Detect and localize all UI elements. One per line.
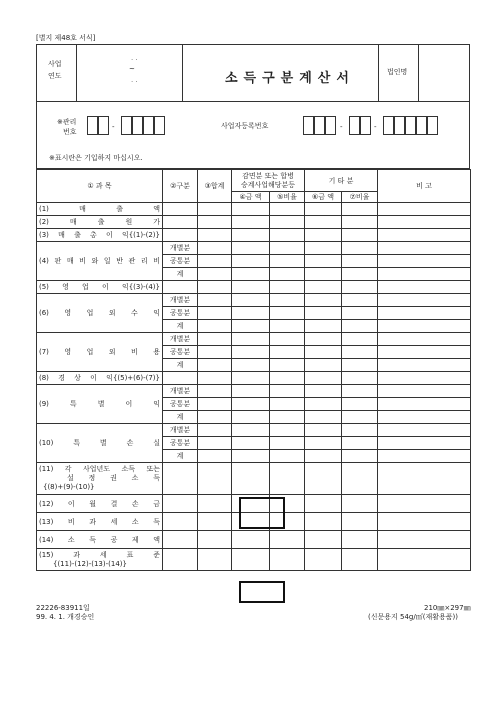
cell[interactable] — [305, 346, 342, 359]
cell[interactable] — [305, 549, 342, 571]
cell[interactable] — [270, 320, 305, 333]
cell[interactable] — [232, 281, 270, 294]
biz-box-8[interactable] — [405, 116, 416, 135]
cell[interactable] — [378, 398, 471, 411]
footer-form-no: 22226-83911일 — [36, 604, 90, 612]
biz-box-10[interactable] — [427, 116, 438, 135]
row-label: (8) 경 상 이 익{(5)+(6)-(7)} — [37, 372, 163, 385]
cell[interactable] — [378, 255, 471, 268]
cell[interactable] — [198, 549, 232, 571]
col-other: 기 타 분 — [305, 170, 378, 192]
row-label: (7) 영 업 외 비 용 — [37, 333, 163, 372]
mgmt-box-2[interactable] — [98, 116, 109, 135]
cell[interactable] — [270, 385, 305, 398]
sub-common: 공통분 — [163, 255, 198, 268]
table-row — [37, 531, 471, 549]
cell[interactable] — [378, 385, 471, 398]
cell[interactable] — [378, 242, 471, 255]
cell[interactable] — [342, 513, 378, 531]
cell[interactable] — [232, 359, 270, 372]
cell[interactable] — [342, 281, 378, 294]
sub-individual: 개별분 — [163, 424, 198, 437]
cell[interactable] — [378, 463, 471, 495]
cell[interactable] — [163, 549, 198, 571]
cell[interactable] — [305, 359, 342, 372]
cell[interactable] — [198, 333, 232, 346]
cell[interactable] — [163, 463, 198, 495]
cell[interactable] — [342, 216, 378, 229]
biz-dash-1: - — [340, 123, 343, 131]
cell[interactable] — [378, 333, 471, 346]
row-label: (5) 영 업 이 익{(3)-(4)} — [37, 281, 163, 294]
cell[interactable] — [270, 255, 305, 268]
cell[interactable] — [270, 549, 305, 571]
table-row — [37, 549, 471, 571]
biz-box-6[interactable] — [383, 116, 394, 135]
cell[interactable] — [232, 255, 270, 268]
cell[interactable] — [342, 268, 378, 281]
cell[interactable] — [198, 411, 232, 424]
cell[interactable] — [232, 424, 270, 437]
cell[interactable] — [305, 268, 342, 281]
row-label: (10) 특 별 손 실 — [37, 424, 163, 463]
cell[interactable] — [305, 203, 342, 216]
cell[interactable] — [342, 424, 378, 437]
cell[interactable] — [378, 549, 471, 571]
mgmt-dash: - — [112, 123, 115, 131]
sub-individual: 개별분 — [163, 294, 198, 307]
cell[interactable] — [232, 333, 270, 346]
cell[interactable] — [198, 359, 232, 372]
row-15-line-1: (15) 과 세 표 준 — [39, 550, 160, 559]
cell[interactable] — [198, 294, 232, 307]
sub-total: 계 — [163, 450, 198, 463]
cell[interactable] — [305, 216, 342, 229]
cell[interactable] — [305, 398, 342, 411]
cell[interactable] — [198, 255, 232, 268]
cell[interactable] — [270, 450, 305, 463]
cell[interactable] — [198, 513, 232, 531]
cell[interactable] — [232, 203, 270, 216]
mgmt-box-4[interactable] — [132, 116, 143, 135]
cell[interactable] — [342, 495, 378, 513]
cell[interactable] — [232, 411, 270, 424]
cell[interactable] — [198, 437, 232, 450]
sub-individual: 개별분 — [163, 385, 198, 398]
cell[interactable] — [342, 463, 378, 495]
row-11-line-3: {(8)+(9)-(10)} — [43, 483, 95, 491]
year-dots-bottom: . . — [131, 76, 138, 84]
cell[interactable] — [378, 424, 471, 437]
cell[interactable] — [270, 424, 305, 437]
table-row — [37, 385, 471, 398]
year-value-cell[interactable] — [77, 45, 183, 101]
seal-value-cell[interactable] — [419, 45, 471, 101]
cell[interactable] — [232, 549, 270, 571]
row-label-15 — [37, 549, 163, 571]
biz-box-4[interactable] — [349, 116, 360, 135]
cell[interactable] — [198, 320, 232, 333]
cell[interactable] — [305, 531, 342, 549]
cell[interactable] — [342, 437, 378, 450]
cell[interactable] — [163, 281, 198, 294]
cell[interactable] — [305, 333, 342, 346]
cell[interactable] — [232, 372, 270, 385]
cell[interactable] — [378, 513, 471, 531]
cell[interactable] — [378, 307, 471, 320]
year-label-2: 연도 — [48, 72, 62, 80]
cell[interactable] — [198, 229, 232, 242]
cell[interactable] — [305, 229, 342, 242]
cell[interactable] — [305, 424, 342, 437]
col-item: ① 과 목 — [37, 170, 163, 203]
cell[interactable] — [198, 242, 232, 255]
cell[interactable] — [305, 450, 342, 463]
page-title: 소득구분계산서 — [225, 71, 355, 86]
id-section — [36, 102, 470, 169]
cell[interactable] — [270, 346, 305, 359]
biz-box-1[interactable] — [303, 116, 314, 135]
cell[interactable] — [232, 229, 270, 242]
sub-total: 계 — [163, 268, 198, 281]
cell[interactable] — [198, 268, 232, 281]
cell[interactable] — [342, 398, 378, 411]
cell[interactable] — [232, 531, 270, 549]
cell[interactable] — [270, 333, 305, 346]
col-remark: 비 고 — [378, 170, 471, 203]
cell[interactable] — [378, 294, 471, 307]
row-label-11 — [37, 463, 163, 495]
mgmt-label-1: ※관리 — [57, 118, 77, 126]
cell[interactable] — [163, 372, 198, 385]
cell[interactable] — [163, 495, 198, 513]
cell[interactable] — [378, 437, 471, 450]
cell[interactable] — [378, 359, 471, 372]
cell[interactable] — [232, 294, 270, 307]
cell[interactable] — [342, 203, 378, 216]
sub-common: 공통분 — [163, 307, 198, 320]
row-15-line-2: {(11)-(12)-(13)-(14)} — [53, 559, 127, 568]
cell[interactable] — [305, 281, 342, 294]
cell[interactable] — [378, 372, 471, 385]
cell[interactable] — [198, 346, 232, 359]
row-label: (14) 소 득 공 제 액 — [37, 531, 163, 549]
cell[interactable] — [305, 385, 342, 398]
table-row — [37, 242, 471, 255]
cell[interactable] — [232, 398, 270, 411]
cell[interactable] — [342, 307, 378, 320]
cell[interactable] — [342, 242, 378, 255]
cell[interactable] — [305, 513, 342, 531]
mgmt-box-6[interactable] — [154, 116, 165, 135]
cell[interactable] — [198, 531, 232, 549]
note-text: ※표시란은 기입하지 마십시오. — [49, 154, 143, 162]
biz-reg-label: 사업자등록번호 — [221, 122, 269, 130]
mgmt-box-5[interactable] — [143, 116, 154, 135]
table-row — [37, 372, 471, 385]
footer-paper-spec: (신문용지 54g/㎡(재활용품)) — [368, 613, 458, 621]
cell[interactable] — [270, 463, 305, 495]
cell[interactable] — [270, 359, 305, 372]
cell[interactable] — [270, 268, 305, 281]
sub-common: 공통분 — [163, 398, 198, 411]
biz-box-7[interactable] — [394, 116, 405, 135]
cell[interactable] — [232, 437, 270, 450]
cell[interactable] — [198, 398, 232, 411]
row-11-line-1: (11) 각 사업년도 소득 또는 — [39, 465, 160, 473]
table-row — [37, 294, 471, 307]
row-label: (2) 매 출 원 가 — [37, 216, 163, 229]
sub-individual: 개별분 — [163, 333, 198, 346]
cell[interactable] — [378, 531, 471, 549]
seal-label: 법인명 — [387, 68, 408, 76]
cell[interactable] — [270, 398, 305, 411]
year-label-1: 사업 — [48, 60, 62, 68]
col-reduced-2: 승계사업해당분등 — [240, 180, 296, 189]
table-row — [37, 203, 471, 216]
cell[interactable] — [305, 307, 342, 320]
cell[interactable] — [378, 346, 471, 359]
cell[interactable] — [163, 203, 198, 216]
year-label-cell — [37, 45, 77, 101]
cell[interactable] — [232, 242, 270, 255]
cell[interactable] — [305, 320, 342, 333]
cell[interactable] — [198, 307, 232, 320]
cell[interactable] — [305, 255, 342, 268]
seal-label-cell — [379, 45, 419, 101]
cell[interactable] — [232, 216, 270, 229]
cell[interactable] — [342, 549, 378, 571]
row-label: (3) 매 출 총 이 익{(1)-(2)} — [37, 229, 163, 242]
col-total: ③합계 — [198, 170, 232, 203]
cell[interactable] — [270, 281, 305, 294]
mgmt-box-3[interactable] — [121, 116, 132, 135]
cell[interactable] — [342, 229, 378, 242]
table-row — [37, 424, 471, 437]
cell[interactable] — [378, 229, 471, 242]
cell[interactable] — [270, 437, 305, 450]
cell[interactable] — [342, 294, 378, 307]
form-number-label: [별지 제48호 서식] — [36, 34, 96, 42]
cell[interactable] — [232, 346, 270, 359]
table-header-row — [37, 170, 471, 192]
form-header — [36, 44, 470, 102]
sub-total: 계 — [163, 359, 198, 372]
table-row — [37, 281, 471, 294]
mgmt-box-1[interactable] — [87, 116, 98, 135]
cell[interactable] — [232, 463, 270, 495]
cell[interactable] — [232, 320, 270, 333]
cell[interactable] — [163, 513, 198, 531]
cell[interactable] — [378, 268, 471, 281]
footer-paper-size: 210㎜×297㎜ — [424, 604, 471, 612]
cell[interactable] — [198, 495, 232, 513]
row-11-line-2: 설 정 권 소 득 — [67, 474, 160, 482]
cell[interactable] — [198, 424, 232, 437]
title-cell — [183, 45, 379, 101]
highlight-box-row-11 — [239, 497, 285, 529]
cell[interactable] — [232, 307, 270, 320]
cell[interactable] — [163, 216, 198, 229]
cell[interactable] — [378, 281, 471, 294]
cell[interactable] — [305, 463, 342, 495]
row-label: (12) 이 월 결 손 금 — [37, 495, 163, 513]
cell[interactable] — [270, 307, 305, 320]
cell[interactable] — [198, 216, 232, 229]
cell[interactable] — [198, 372, 232, 385]
col-reduced-1: 감면분 또는 합병 — [242, 171, 294, 180]
col-ratio-5: ⑤비율 — [270, 192, 305, 203]
cell[interactable] — [270, 372, 305, 385]
row-label: (4) 판 매 비 와 일 반 관 리 비 — [37, 242, 163, 281]
cell[interactable] — [305, 294, 342, 307]
cell[interactable] — [378, 320, 471, 333]
cell[interactable] — [342, 320, 378, 333]
cell[interactable] — [305, 372, 342, 385]
table-row — [37, 216, 471, 229]
cell[interactable] — [305, 437, 342, 450]
cell[interactable] — [342, 346, 378, 359]
cell[interactable] — [270, 203, 305, 216]
cell[interactable] — [378, 450, 471, 463]
highlight-box-row-15 — [239, 581, 285, 603]
table-row — [37, 229, 471, 242]
sub-common: 공통분 — [163, 346, 198, 359]
cell[interactable] — [270, 411, 305, 424]
col-amount-6: ⑥금 액 — [305, 192, 342, 203]
cell[interactable] — [270, 242, 305, 255]
cell[interactable] — [305, 495, 342, 513]
row-label: (13) 비 과 세 소 득 — [37, 513, 163, 531]
biz-box-9[interactable] — [416, 116, 427, 135]
row-label: (6) 영 업 외 수 익 — [37, 294, 163, 333]
cell[interactable] — [378, 495, 471, 513]
cell[interactable] — [342, 333, 378, 346]
cell[interactable] — [198, 385, 232, 398]
cell[interactable] — [198, 203, 232, 216]
biz-box-3[interactable] — [325, 116, 336, 135]
cell[interactable] — [342, 411, 378, 424]
cell[interactable] — [342, 359, 378, 372]
table-row — [37, 333, 471, 346]
cell[interactable] — [342, 255, 378, 268]
sub-total: 계 — [163, 411, 198, 424]
cell[interactable] — [270, 229, 305, 242]
sub-individual: 개별분 — [163, 242, 198, 255]
cell[interactable] — [342, 531, 378, 549]
biz-box-2[interactable] — [314, 116, 325, 135]
biz-dash-2: - — [374, 123, 377, 131]
cell[interactable] — [378, 216, 471, 229]
row-label: (9) 특 별 이 익 — [37, 385, 163, 424]
cell[interactable] — [163, 229, 198, 242]
cell[interactable] — [378, 411, 471, 424]
cell[interactable] — [342, 450, 378, 463]
col-reduced — [232, 170, 305, 192]
footer-approval: 99. 4. 1. 개경승인 — [36, 613, 95, 621]
table-row — [37, 463, 471, 495]
cell[interactable] — [232, 450, 270, 463]
row-label: (1) 매 출 액 — [37, 203, 163, 216]
year-range: ~ — [129, 65, 135, 73]
cell[interactable] — [378, 203, 471, 216]
cell[interactable] — [163, 531, 198, 549]
cell[interactable] — [198, 463, 232, 495]
cell[interactable] — [270, 216, 305, 229]
cell[interactable] — [305, 411, 342, 424]
cell[interactable] — [198, 281, 232, 294]
year-dots-top: . . — [131, 54, 138, 62]
sub-common: 공통분 — [163, 437, 198, 450]
cell[interactable] — [232, 385, 270, 398]
sub-total: 계 — [163, 320, 198, 333]
cell[interactable] — [342, 385, 378, 398]
cell[interactable] — [270, 531, 305, 549]
col-type: ②구분 — [163, 170, 198, 203]
col-ratio-7: ⑦비율 — [342, 192, 378, 203]
mgmt-label-2: 번호 — [63, 128, 77, 136]
cell[interactable] — [198, 450, 232, 463]
cell[interactable] — [270, 294, 305, 307]
cell[interactable] — [305, 242, 342, 255]
col-amount-4: ④금 액 — [232, 192, 270, 203]
cell[interactable] — [342, 372, 378, 385]
biz-box-5[interactable] — [360, 116, 371, 135]
cell[interactable] — [232, 268, 270, 281]
